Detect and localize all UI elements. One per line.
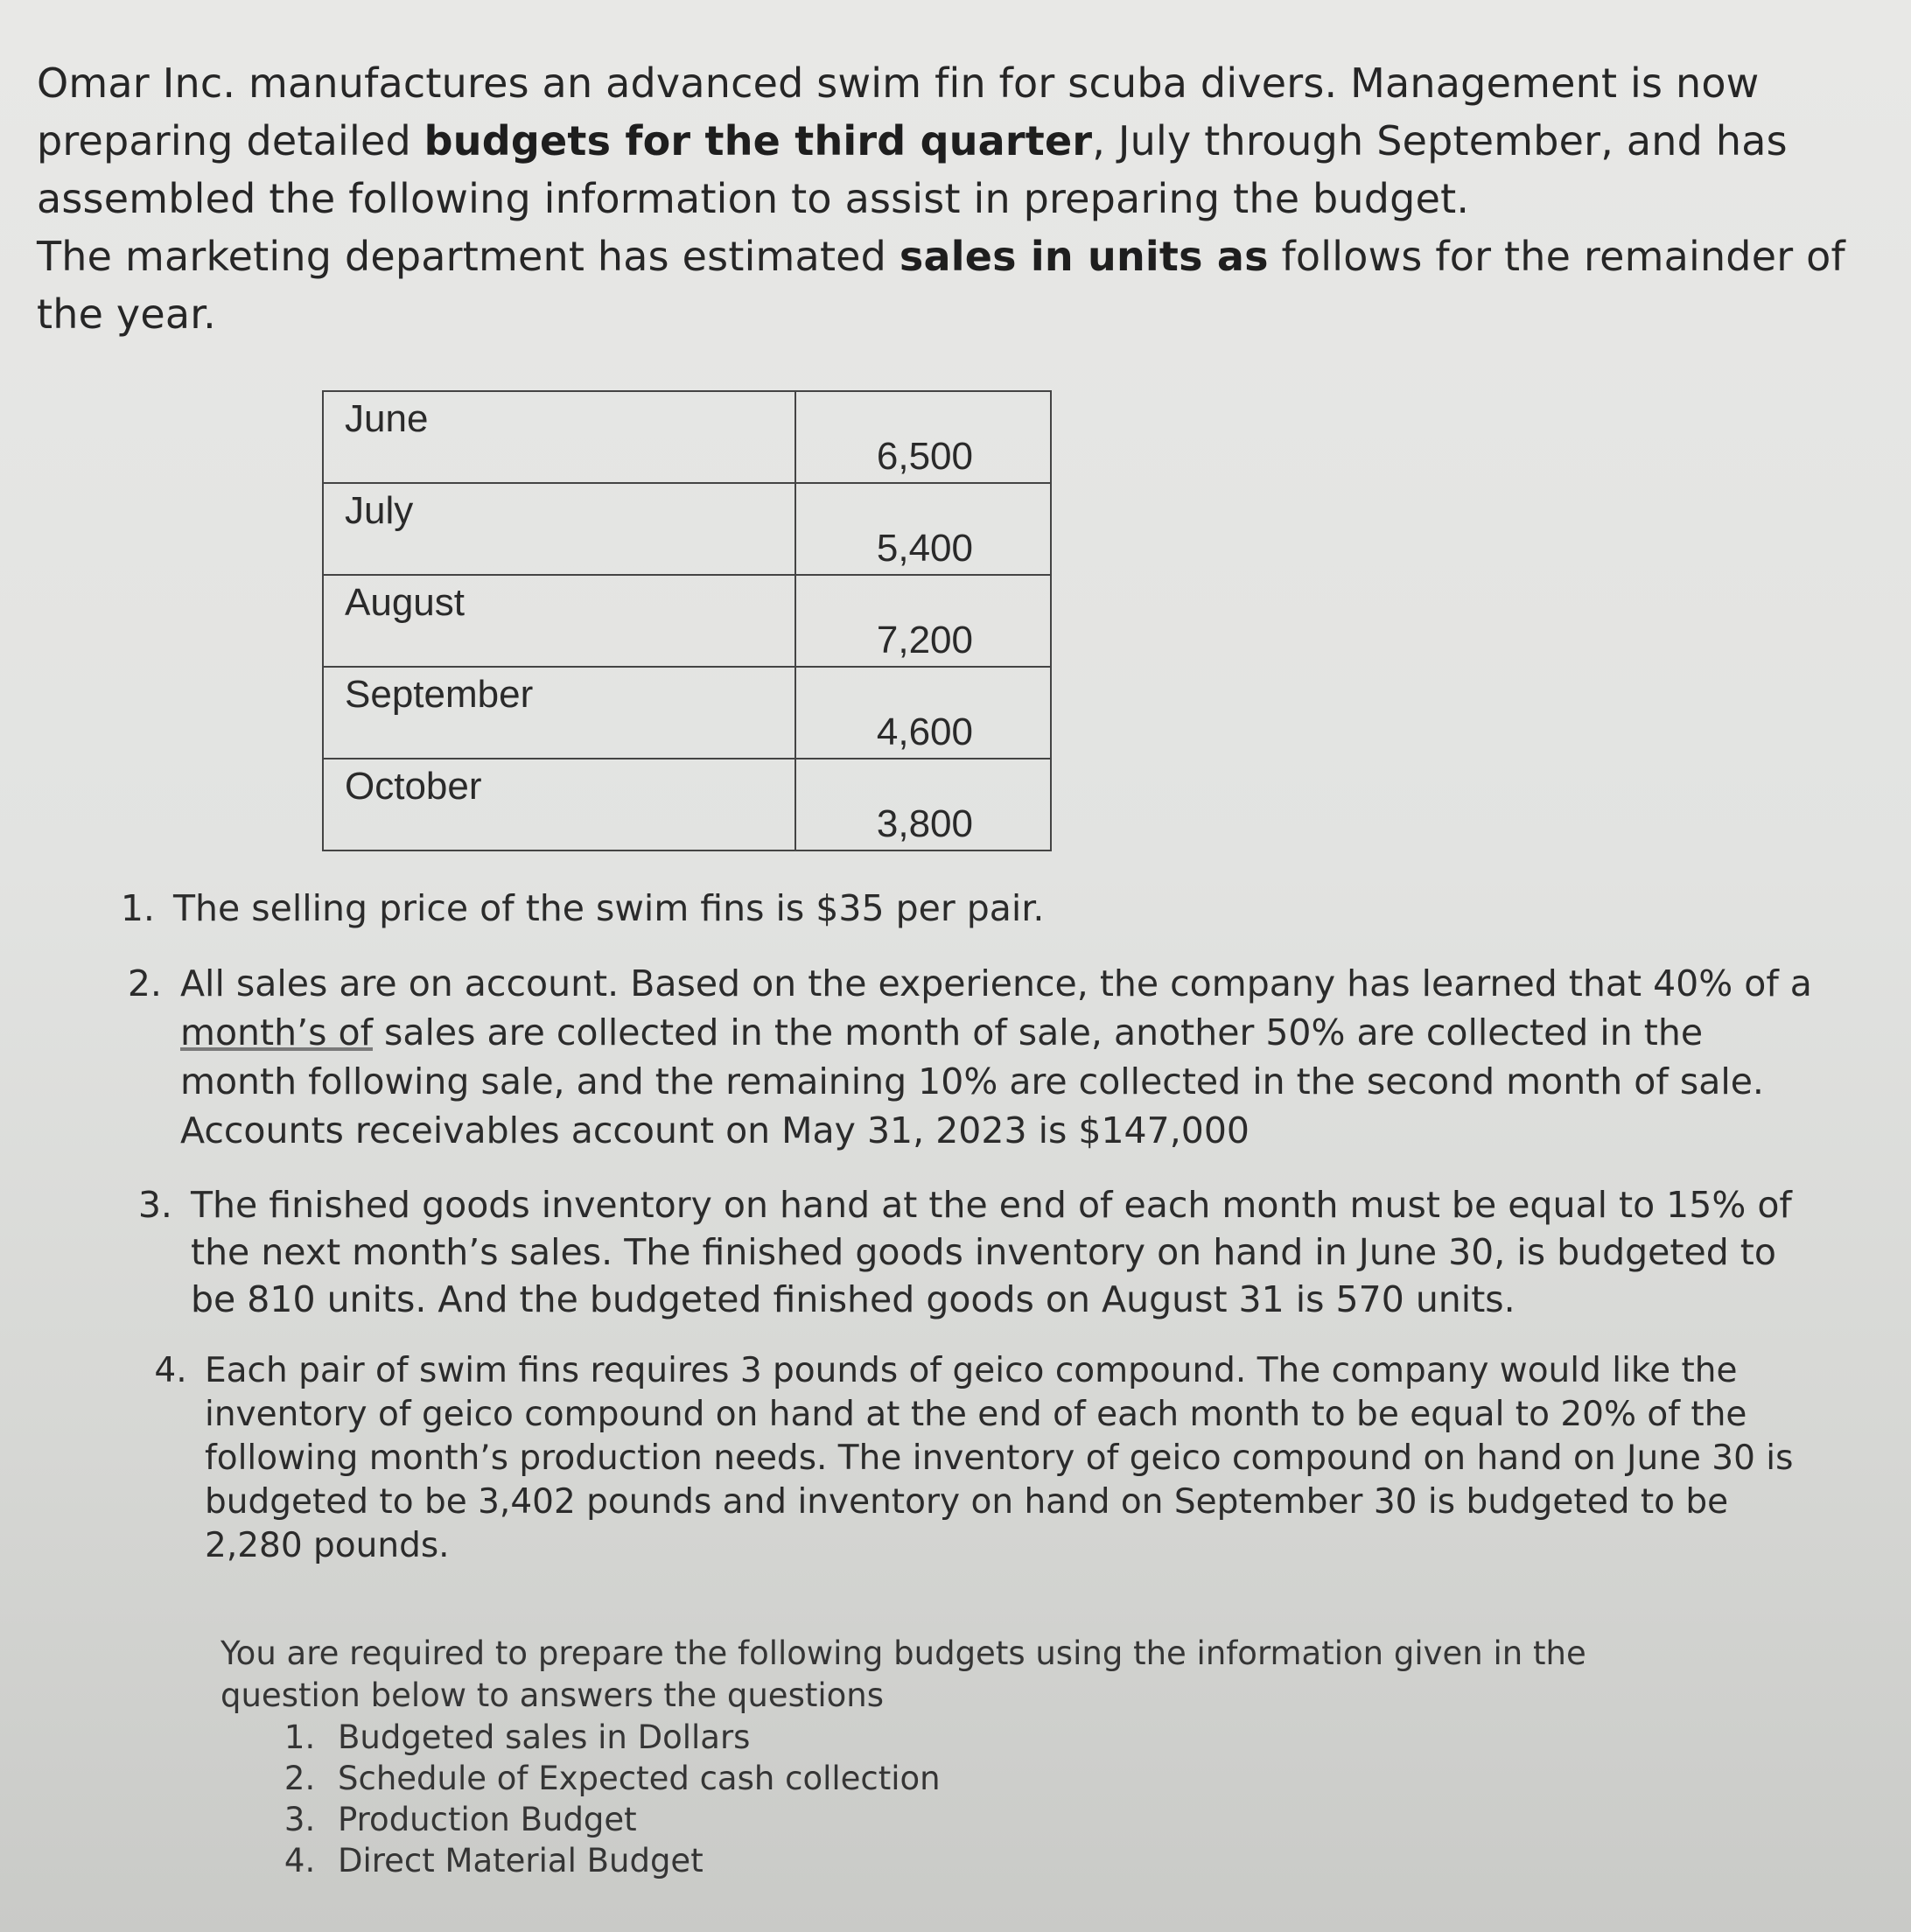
fact-selling-price: 1. The selling price of the swim fins is $35 per pair. — [166, 884, 1829, 933]
table-row — [323, 667, 1051, 759]
intro-text — [37, 54, 1857, 343]
units-value: 5,400 — [876, 527, 973, 570]
units-cell — [795, 759, 1051, 850]
units-cell — [795, 575, 1051, 667]
list-item: 4. Direct Material Budget — [326, 1840, 1620, 1881]
month-label: August — [345, 581, 465, 624]
intro-paragraph-2 — [37, 228, 1857, 343]
units-cell — [795, 667, 1051, 759]
units-value: 6,500 — [876, 435, 973, 478]
requirements-section — [220, 1633, 1620, 1881]
requirements-intro: You are required to prepare the following budgets using the information given in the question below to answers the questions — [220, 1634, 1586, 1714]
list-item: 3. Production Budget — [326, 1799, 1620, 1840]
facts-list — [96, 884, 1829, 1594]
table-row — [323, 759, 1051, 850]
month-label: July — [345, 489, 414, 532]
month-cell — [323, 667, 795, 759]
intro-p1-bold: budgets for the third quarter — [424, 117, 1093, 164]
fact-geico-compound: 4. Each pair of swim fins requires 3 pounds of geico compound. The company would like the inventory of geico compound on hand at the end of each month to be equal to 20% of the following month’s production needs. The inventory of geico compound on hand on June 30 is budgeted to be 3,402 pounds and inventory on hand on September 30 is budgeted to be 2,280 pounds. — [198, 1349, 1829, 1568]
intro-paragraph-1 — [37, 54, 1857, 228]
month-cell — [323, 483, 795, 575]
intro-p2-text-a: The marketing department has estimated — [37, 233, 900, 280]
table-row — [323, 575, 1051, 667]
month-label: October — [345, 765, 482, 808]
table-row — [323, 391, 1051, 483]
fact-collections-text-a: All sales are on account. Based on the experience, the company has learned that 40% of a — [180, 962, 1812, 1004]
month-label: June — [345, 397, 429, 440]
month-cell — [323, 759, 795, 850]
list-item: 2. Schedule of Expected cash collection — [326, 1758, 1620, 1799]
intro-p1-text-b: , July through September, and has assembled the following information to assist in preparing the budget. — [37, 117, 1788, 222]
units-value: 3,800 — [876, 802, 973, 845]
budgets-list — [220, 1717, 1620, 1881]
table-row — [323, 483, 1051, 575]
units-cell — [795, 483, 1051, 575]
fact-collections — [173, 959, 1829, 1155]
units-value: 7,200 — [876, 619, 973, 662]
fact-finished-goods: 3. The finished goods inventory on hand at the end of each month must be equal to 15% of the next month’s sales. The finished goods inventory on hand in June 30, is budgeted to be 810 units. And the budgeted finished goods on August 31 is 570 units. — [184, 1181, 1829, 1323]
intro-p1-text-a: Omar Inc. manufactures an advanced swim fin for scuba divers. Management is now preparing detailed — [37, 60, 1760, 164]
fact-collections-underlined: month’s of — [180, 1012, 374, 1054]
units-value: 4,600 — [876, 710, 973, 753]
month-label: September — [345, 673, 534, 716]
intro-p2-bold: sales in units as — [899, 233, 1269, 280]
intro-p2-text-b: follows for the remainder of the year. — [37, 233, 1845, 338]
units-cell — [795, 391, 1051, 483]
month-cell — [323, 575, 795, 667]
fact-collections-text-b: sales are collected in the month of sale, another 50% are collected in the month following sale, and the remaining 10% are collected in the second month of sale. Accounts receivables account on May 31, 2023 is $147,000 — [180, 1012, 1764, 1152]
list-item: 1. Budgeted sales in Dollars — [326, 1717, 1620, 1758]
month-cell — [323, 391, 795, 483]
sales-units-table — [322, 390, 1052, 851]
